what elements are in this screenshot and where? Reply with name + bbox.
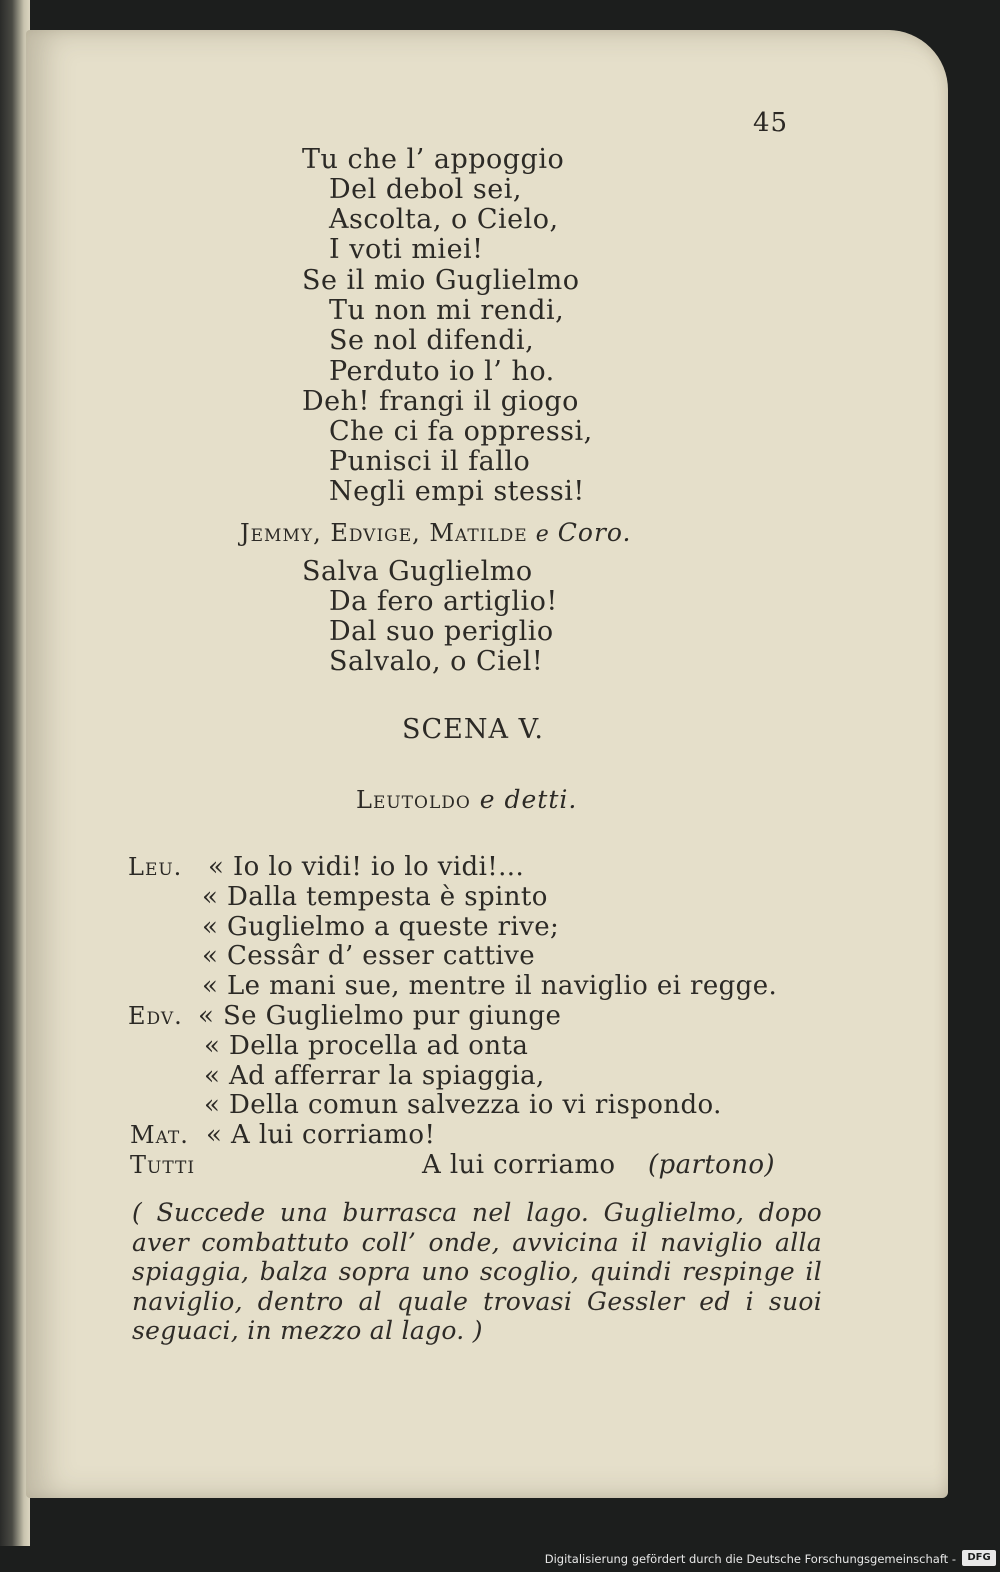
verse-line: Tu non mi rendi,: [329, 295, 565, 326]
book-page: [26, 30, 948, 1498]
speaker-edv: Edv.: [128, 1002, 183, 1030]
verse-line: I voti miei!: [329, 234, 484, 265]
dialogue-line: « Guglielmo a queste rive;: [202, 912, 560, 942]
chorus-line: Salva Guglielmo: [302, 556, 533, 587]
verse-line: Punisci il fallo: [329, 446, 531, 477]
dialogue-line: « A lui corriamo!: [206, 1120, 436, 1150]
dialogue-line: « Ad afferrar la spiaggia,: [204, 1061, 545, 1091]
speaker-conj: e: [535, 522, 550, 547]
verse-line: Tu che l’ appoggio: [302, 144, 565, 175]
entry-name: Leutoldo: [356, 786, 471, 814]
footer-bar: [0, 1546, 1000, 1572]
dialogue-line: « Le mani sue, mentre il naviglio ei regge.: [202, 971, 778, 1001]
stage-direction: ( Succede una burrasca nel lago. Guglielmo, dopo aver combattuto coll’ onde, avvicina il naviglio alla spiaggia, balza sopra uno scoglio, quindi respinge il naviglio, dentro al quale trovasi Gessler ed i suoi seguaci, in mezzo al lago. ): [132, 1198, 822, 1345]
dialogue-line: « Della procella ad onta: [204, 1031, 529, 1061]
entry-rest: e detti.: [479, 785, 578, 814]
chorus-line: Da fero artiglio!: [329, 586, 558, 617]
verse-line: Negli empi stessi!: [329, 476, 585, 507]
dialogue-line: « Io lo vidi! io lo vidi!...: [208, 852, 525, 882]
dialogue-line: « Della comun salvezza io vi rispondo.: [204, 1090, 722, 1120]
dialogue-line: A lui corriamo: [422, 1150, 616, 1180]
chorus-line: Salvalo, o Ciel!: [329, 646, 544, 677]
dialogue-line: « Cessâr d’ esser cattive: [202, 941, 536, 971]
verse-line: Deh! frangi il giogo: [302, 386, 579, 417]
dialogue-line: « Dalla tempesta è spinto: [202, 882, 548, 912]
verse-line: Se il mio Guglielmo: [302, 265, 580, 296]
verse-line: Perduto io l’ ho.: [329, 356, 555, 387]
page-number: 45: [753, 108, 789, 138]
verse-line: Ascolta, o Cielo,: [329, 204, 559, 235]
speaker-leu: Leu.: [128, 853, 183, 881]
verse-line: Che ci fa oppressi,: [329, 416, 593, 447]
chorus-line: Dal suo periglio: [329, 616, 554, 647]
speaker-mat: Mat.: [130, 1121, 189, 1149]
chorus-label: Coro.: [557, 518, 632, 547]
dfg-logo-icon: DFG: [962, 1550, 996, 1566]
speakers-heading: [240, 518, 631, 547]
speaker-tutti: Tutti: [130, 1151, 196, 1179]
footer-credit: Digitalisierung gefördert durch die Deutsche Forschungsgemeinschaft -: [544, 1552, 956, 1566]
dialogue-line: « Se Guglielmo pur giunge: [198, 1001, 562, 1031]
verse-line: Del debol sei,: [329, 174, 522, 205]
scene-entry: [356, 785, 577, 814]
stage-exit: (partono): [648, 1150, 775, 1180]
verse-line: Se nol difendi,: [329, 325, 535, 356]
scene-title: SCENA V.: [402, 714, 544, 745]
speaker-names: Jemmy, Edvige, Matilde: [240, 519, 528, 547]
